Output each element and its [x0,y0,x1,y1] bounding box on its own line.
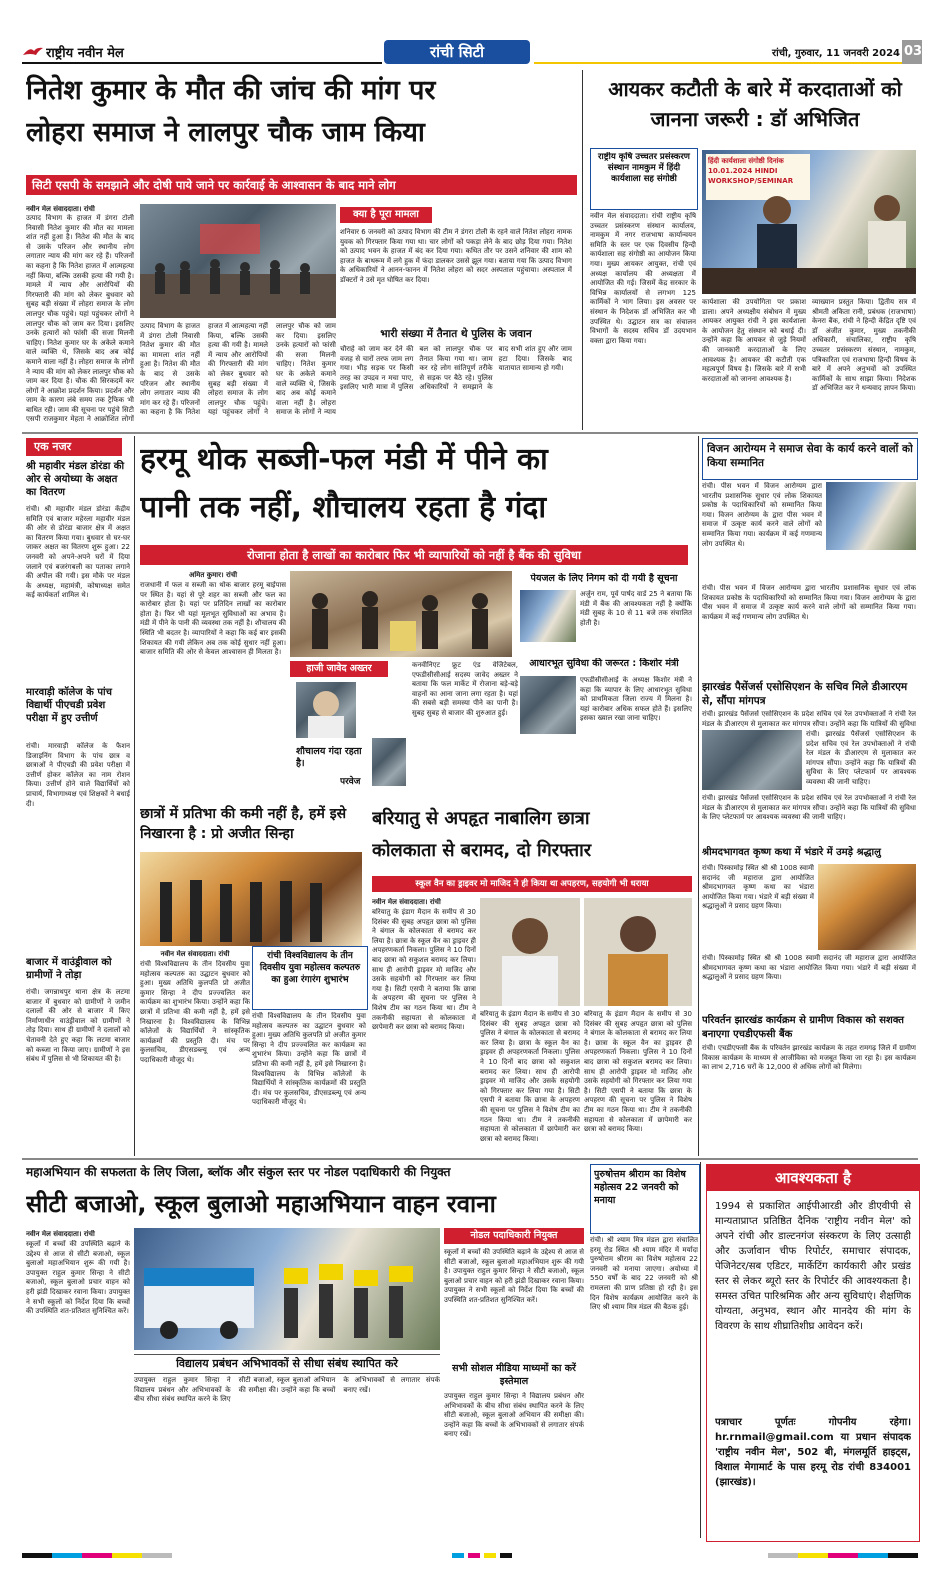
javed-photo [296,682,356,738]
maha-social-body: उपायुक्त राहुल कुमार सिन्हा ने विद्यालय प्रबंधन और अभिभावकों के बीच सीधा संबंध स्थापित करने के लिए सीटी बजाओ, स्कूल बुलाओ अभियान की समीक्षा की। उन्होंने कहा कि बच्चों के अभिभावकों से लगातार संपर्क बनाए रखें। [444,1392,584,1439]
divider [700,1162,701,1538]
accused-photo-2 [584,898,692,1006]
purushottam-body: रांची। श्री श्याम मित्र मंडल द्वारा संचालित हरमू रोड स्थित श्री श्याम मंदिर में मर्यादा पुरुषोत्तम श्रीराम का विशेष महोत्सव 22 जनवरी को मनाया जाएगा। अयोध्या में 550 वर्षों के बाद 22 जनवरी को श्री रामलला की प्राण प्रतिष्ठा हो रही है। इस दिन विशेष कार्यक्रम आयोजित करने के लिए श्री श्याम मित्र मंडल की बैठक हुई। [590,1236,698,1312]
ad-body: 1994 से प्रकाशित आईपीआरडी और डीएवीपी से मान्यताप्राप्त प्रतिष्ठित दैनिक 'राष्ट्रीय नवीन मेल' को अपने रांची और डाल्टनगंज संस्करण के लिए उत्साही और ऊर्जावान चीफ रिपोर्टर, समाचार संपादक, पेजिनेटर/सब एडिटर, मार्केटिंग कार्यकारी और प्रखंड स्तर से लेकर ब्यूरो स्तर के रिपोर्टर की आवश्यकता है। समस्त उचित पारिश्रमिक और अन्य सुविधाएं। शैक्षणिक योग्यता, अनुभव, स्थान और मानदेय की मांग के विवरण के साथ शीघ्रातिशीघ्र आवेदन करें। [715,1201,911,1332]
vijay-box [702,438,918,480]
divider [582,70,583,430]
page-number: 03 [902,40,922,64]
brand-logo-bird-icon [22,44,44,58]
mandi-body: राजधानी में फल व सब्जी का थोक बाजार हरमू बाईपास पर स्थित है। यहां से पूरे शहर का सब्जी और फल का कारोबार होता है। यहां पर प्रतिदिन लाखों का कारोबार होता है। फिर भी यहां मूलभूत सुविधाओं का अभाव है। मंडी में पीने के पानी की व्यवस्था तक नहीं है। शौचालय की स्थिति भी बदतर है। व्यापारियों ने कहा कि कई बार इसकी शिकायत की गयी लेकिन अब तक कोई सुधार नहीं हुआ। बाजार समिति की ओर से केवल आश्वासन ही मिलता है। [140,581,286,657]
lead-headline-2: लोहरा समाज ने लालपुर चौक जाम किया [26,117,425,148]
workshop-box [590,148,698,210]
ek-nazar-body-1: रांची। श्री महावीर मंडल डोरंडा केंद्रीय समिति एवं बाजार महेरला महावीर मंडल की ओर से डोरंडा बाजार क्षेत्र में अक्षत का वितरण किया गया। बुधवार से घर-घर जाकर अक्षत का वितरण शुरू हुआ। 22 जनवरी को अपने-अपने घरों में दिया जलाने एवं बजरंगबली का पताका लगाने की अपील की गयी। इस मौके पर मंडल के अध्यक्ष, महामंत्री, कोषाध्यक्ष समेत कई कार्यकर्ता शामिल थे। [26,505,130,600]
vijay-body: रांची। पीस भवन में विजन आरोग्यम द्वारा भारतीय प्रशासनिक सुधार एवं लोक शिकायत प्रकोष्ठ के पदाधिकारियों को सम्मानित किया गया। विजन आरोग्यम के द्वारा पीस भवन में समाज में उत्कृष्ट कार्य करने वाले लोगों को सम्मानित किया गया। कार्यक्रम में कई गणमान्य लोग उपस्थित थे। [702,482,822,548]
lead-sidebar-body: शनिवार 6 जनवरी को उत्पाद विभाग की टीम ने डंगरा टोली के रहने वाले नितेश लोहरा नामक युवक को गिरफ्तार किया गया था। चार लोगों को पकड़ा लेने के बाद छोड़ दिया गया। नितेश को उत्पाद भवन के हाजत में बंद कर दिया गया। कथित तौर पर उसने शनिवार की शाम को हाजत के बाथरूम में लगे हुक में फंदा डालकर उससे झूल गया। बताया गया कि उत्पाद विभाग के अधिकारियों ने आनन-फानन में नितेश लोहरा को सदर अस्पताल पहुंचाया। अस्पताल में डॉक्टरों ने उसे मृत घोषित कर दिया। [340,228,572,284]
pratibha-byline: नवीन मेल संवाददाता। रांची [160,950,230,958]
water-body: अर्जुन राम, पूर्व पार्षद वार्ड 25 ने बताया कि मंडी में बैंक की आवश्यकता नहीं है क्योंकि मंडी सुबह के 10 से 11 बजे तक संचालित होती है। [580,590,692,627]
mandi-headline-2: पानी तक नहीं, शौचालय रहता है गंदा [140,490,547,525]
jharkhand-head: झारखंड पैसेंजर्स एसोसिएशन के सचिव मिले डीआरएम से, सौंपा मांगपत्र [702,681,908,707]
workshop-body-1: नवीन मेल संवाददाता। रांची राष्ट्रीय कृषि उच्चतर प्रसंस्करण संस्थान कार्यालय, नामकुम में नगर राजभाषा कार्यान्वयन समिति के स्तर पर एक दिवसीय हिन्दी कार्यशाला सह संगोष्ठी का आयोजन किया गया। मुख्य आयकर आयुक्त, रांची एवं अध्यक्ष कार्यालय की अध्यक्षता में आयोजित की गई। जिसमें केंद्र सरकार के विभिन्न कार्यालयों से लगभग 125 कार्मिकों ने भाग लिया। इस अवसर पर संस्थान के निदेशक डॉ अभिजित कर भी उपस्थित थे। उद्घाटन सत्र का संचालन विभागों के सदस्य सचिव डॉ उदयभान वक्ता द्वारा किया गया। [590,212,696,345]
section-label: रांची सिटी [384,40,530,64]
lead-headline-1: नितेश कुमार के मौत की जांच की मांग पर [26,75,436,106]
maha-headline: सीटी बजाओ, स्कूल बुलाओ महाअभियान वाहन रवाना [26,1190,496,1218]
jharkhand-photo [702,730,802,790]
divider [134,436,135,1156]
vijay-photo [826,482,916,550]
workshop-banner: हिंदी कार्यशाला संगोष्ठी दिनांक 10.01.2024 HINDI WORKSHOP/SEMINAR [706,154,810,200]
maha-byline: नवीन मेल संवाददाता। रांची [26,1230,95,1238]
need-head: आधारभूत सुविधा की जरूरत : किशोर मंत्री [529,658,679,669]
mandi-mid-body: कनवीनिएट फ्रूट एंड वेजिटेबल, एफडीसीसीआई सदस्य जावेद अख्तर ने बताया कि फल मार्केट में रोजाना बड़े-बड़े वाहनों का आना जाना लगा रहता है। यहां की सबसे बड़ी समस्या पीने का पानी है। सुबह सुबह से बाजार की शुरुआत हुई। [412,661,518,717]
brand-underline [22,62,382,64]
purushottam-head: पुरुषोत्तम श्रीराम का विशेष महोत्सव 22 जनवरी को मनाया [594,1169,686,1206]
date-underline [534,62,902,64]
mandi-photo [290,571,512,657]
workshop-body-2: कार्यशाला की उपयोगिता पर प्रकाश डाला। अपने अध्यक्षीय संबोधन में मुख्य आयकर आयुक्त रांची ने इस कार्यशाला के आयोजन हेतु संस्थान को बधाई दी। उन्होंने कहा कि आयकर से जुड़े नियमों की जानकारी करदाताओं के लिए आवश्यक है। आयकर की कटौती एक महत्वपूर्ण विषय है। जिसके बारे में सभी करदाताओं को जानना आवश्यक है। [702,298,806,383]
ad-contact: पत्राचार पूर्णतः गोपनीय रहेगा। hr.rnmail@gmail.com या प्रधान संपादक 'राष्ट्रीय नवीन मेल', 502 बी, मंगलमूर्ति हाइट्स, विशाल मेगामार्ट के पास हरमू रोड रांची 834001 (झारखंड)। [715,1417,911,1488]
police-head: भारी संख्या में तैनात थे पुलिस के जवान [380,328,532,340]
arjun-photo [520,590,576,642]
income-tax-headline: आयकर कटौती के बारे में करदाताओं को जानना जरूरी : डॉ अभिजित [608,77,902,131]
pratibha-box-text: रांची विश्वविद्यालय के तीन दिवसीय युवा महोत्सव कल्पतरु का हुआ रंगारंग शुभारंभ [259,951,361,985]
purushottam-box [590,1164,700,1234]
pratibha-box [252,946,368,1010]
bariyatu-headline-2: कोलकाता से बरामद, दो गिरफ्तार [372,840,592,861]
water-head: पेयजल के लिए निगम को दी गयी है सूचना [530,573,678,584]
shrimad-photo [818,864,916,950]
parvez-photo [372,738,406,786]
divider [22,432,918,434]
jharkhand-body-2: रांची। झारखंड पैसेंजर्स एसोसिएशन के प्रदेश सचिव एवं रेल उपभोक्ताओं ने रांची रेल मंडल के डीआरएम से मुलाकात कर मांगपत्र सौंपा। उन्होंने कहा कि यात्रियों की सुविधा के लिए प्लेटफार्म पर आवश्यक व्यवस्था की जानी चाहिए। [806,730,916,786]
accused-photo-1 [480,898,580,1006]
toilet-quote: शौचालय गंदा रहता है। [296,746,362,769]
mandi-deck: रोजाना होता है लाखों का कारोबार फिर भी व्यापारियों को नहीं है बैंक की सुविधा [140,545,688,565]
bariyatu-body-1: बरियातु के इंडाग मैदान के समीप से 30 दिसंबर की सुबह अपहृत छात्रा को पुलिस ने बंगाल के कोलकाता से बरामद कर लिया है। छात्रा के स्कूल वैन का ड्राइवर ही अपहरणकर्ता निकला। पुलिस ने 10 दिनों बाद छात्रा को सकुशल बरामद कर लिया। साथ ही आरोपी ड्राइवर मो माजिद और उसके सहयोगी को गिरफ्तार कर लिया गया है। सिटी एसपी ने बताया कि छात्रा के अपहरण की सूचना पर पुलिस ने विशेष टीम का गठन किया था। टीम ने तकनीकी सहायता से कोलकाता में छापेमारी कर छात्रा को बरामद किया। [372,908,476,1032]
workshop-box-title: राष्ट्रीय कृषि उच्चतर प्रसंस्करण संस्थान नामकुम में हिंदी कार्यशाला सह संगोष्ठी [598,152,690,184]
ek-nazar-body-3: रांची। जगन्नाथपुर थाना क्षेत्र के लटमा बाजार में बुधवार को ग्रामीणों ने जमीन दलालों की ओर से बाजार में किए निर्माणाधीन वाउंड्रीवाल को ग्रामीणों ने तोड़ दिया। साथ ही ग्रामीणों ने दलालों को चेतावनी देते हुए कहा कि लटमा बाजार को कब्जा ना किया जाए। ग्रामीणों ने इस संबंध में पुलिस से भी शिकायत की है। [26,988,130,1064]
color-strip [22,1548,918,1558]
bariyatu-deck: स्कूल वैन का ड्राइवर मो माजिद ने ही किया था अपहरण, सहयोगी भी धराया [372,876,692,892]
vijay-body-2: रांची। पीस भवन में विजन आरोग्यम द्वारा भारतीय प्रशासनिक सुधार एवं लोक शिकायत प्रकोष्ठ के पदाधिकारियों को सम्मानित किया गया। विजन आरोग्यम के द्वारा पीस भवन में समाज में उत्कृष्ट कार्य करने वाले लोगों को सम्मानित किया गया। कार्यक्रम में कई गणमान्य लोग उपस्थित थे। [702,584,916,621]
divider [22,1158,918,1160]
social-head: सभी सोशल मीडिया माध्यमों का करें इस्तेमाल [452,1363,576,1387]
shrimad-head: श्रीमदभागवत कृष्ण कथा में भंडारे में उमड़े श्रद्धालु [702,847,881,858]
mandi-byline: अमित कुमार। रांची [188,571,238,579]
divider [698,436,699,1156]
lead-body-col2: उत्पाद विभाग के हाजत में डंगरा टोली निवासी नितेश कुमार की मौत का मामला शांत नहीं हुआ है। नितेश की मौत के बाद से उसके परिजन और स्थानीय लोग लगातार न्याय की मांग कर रहे हैं। परिजनों का कहना है कि नितेश हाजत में आत्महत्या नहीं किया, बल्कि उसकी हत्या की गयी है। मामले में न्याय और आरोपियों की गिरफ्तारी की मांग को लेकर बुधवार को सुबह बड़ी संख्या में लोहरा समाज के लोग लालपुर चौक पहुंचे। यहां पहुंचकर लोगों ने लालपुर चौक को जाम कर दिया। इसलिए उनके हत्यारों को फांसी की सजा मिलनी चाहिए। नितेश कुमार घर के अकेले कमाने वाले व्यक्ति थे, जिसके बाद अब कोई कमाने वाला नहीं है। लोहरा समाज के लोगों ने न्याय [140,322,336,417]
brand-name: राष्ट्रीय नवीन मेल [46,46,124,61]
bariyatu-body-3: बरियातु के इंडाग मैदान के समीप से 30 दिसंबर की सुबह अपहृत छात्रा को पुलिस ने बंगाल के कोलकाता से बरामद कर लिया है। छात्रा के स्कूल वैन का ड्राइवर ही अपहरणकर्ता निकला। पुलिस ने 10 दिनों बाद छात्रा को सकुशल बरामद कर लिया। साथ ही आरोपी ड्राइवर मो माजिद और उसके सहयोगी को गिरफ्तार कर लिया गया है। सिटी एसपी ने बताया कि छात्रा के अपहरण की सूचना पर पुलिस ने विशेष टीम का गठन किया था। टीम ने तकनीकी सहायता से कोलकाता में छापेमारी कर छात्रा को बरामद किया। [584,1010,692,1134]
ek-nazar-label: एक नजर [26,438,122,456]
parivartan-body: रांची। एचडीएफसी बैंक के परिवर्तन झारखंड कार्यक्रम के तहत रामगढ़ जिले में ग्रामीण विकास कार्यक्रम के माध्यम से आजीविका को मजबूत किया जा रहा है। इस कार्यक्रम का लाभ 2,716 घरों के 12,000 से अधिक लोगों को मिलेगा। [702,1044,916,1072]
maha-body-1: स्कूलों में बच्चों की उपस्थिति बढ़ाने के उद्देश्य से आज से सीटी बजाओ, स्कूल बुलाओ महाअभियान शुरू की गयी है। उपायुक्त राहुल कुमार सिन्हा ने सीटी बजाओ, स्कूल बुलाओ प्रचार वाहन को हरी झंडी दिखाकर रवाना किया। उपायुक्त ने सभी स्कूलों को निर्देश दिया कि बच्चों की उपस्थिति शत-प्रतिशत सुनिश्चित करें। [26,1240,130,1316]
nodal-label: नोडल पदाधिकारी नियुक्त [444,1228,584,1244]
lead-sidebar-title: क्या है पूरा मामला [340,207,432,223]
ad-title: आवश्यकता है [707,1165,919,1191]
pratibha-body-1: रांची विश्वविद्यालय के तीन दिवसीय युवा महोत्सव कल्पतरु का उद्घाटन बुधवार को हुआ। मुख्य अतिथि कुलपति प्रो अजीत कुमार सिन्हा ने दीप प्रज्ज्वलित कर कार्यक्रम का शुभारंभ किया। उन्होंने कहा कि छात्रों में प्रतिभा की कमी नहीं है, हमें इसे निखारना है। विश्वविद्यालय के विभिन्न कॉलेजों के विद्यार्थियों ने सांस्कृतिक कार्यक्रमों की प्रस्तुति दी। मंच पर कुलसचिव, डीएसडब्ल्यू एवं अन्य पदाधिकारी मौजूद थे। [140,960,250,1064]
maha-photo [134,1228,440,1350]
ek-nazar-head-3: बाजार में वाउंड्रीवाल को ग्रामीणों ने तोड़ा [26,957,112,981]
maha-nodal-body: स्कूलों में बच्चों की उपस्थिति बढ़ाने के उद्देश्य से आज से सीटी बजाओ, स्कूल बुलाओ महाअभियान शुरू की गयी है। उपायुक्त राहुल कुमार सिन्हा ने सीटी बजाओ, स्कूल बुलाओ प्रचार वाहन को हरी झंडी दिखाकर रवाना किया। उपायुक्त ने सभी स्कूलों को निर्देश दिया कि बच्चों की उपस्थिति शत-प्रतिशत सुनिश्चित करें। [444,1248,584,1304]
mandi-headline-1: हरमू थोक सब्जी-फल मंडी में पीने का [140,442,548,477]
shrimad-body: रांची। पिस्कामोड़ स्थित श्री श्री 1008 स्वामी सदानंद जी महाराज द्वारा आयोजित श्रीमदभागवत कृष्ण कथा का भंडारा आयोजित किया गया। भंडारे में बड़ी संख्या में श्रद्धालुओं ने प्रसाद ग्रहण किया। [702,864,814,911]
kishore-photo [520,676,576,734]
bariyatu-headline-1: बरियातु से अपहृत नाबालिग छात्रा [372,808,590,829]
lead-body-col1: उत्पाद विभाग के हाजत में डंगरा टोली निवासी नितेश कुमार की मौत का मामला शांत नहीं हुआ है। नितेश की मौत के बाद से उसके परिजन और स्थानीय लोग लगातार न्याय की मांग कर रहे हैं। परिजनों का कहना है कि नितेश हाजत में आत्महत्या नहीं किया, बल्कि उसकी हत्या की गयी है। मामले में न्याय और आरोपियों की गिरफ्तारी की मांग को लेकर बुधवार को सुबह बड़ी संख्या में लोहरा समाज के लोग लालपुर चौक पहुंचे। यहां पहुंचकर लोगों ने लालपुर चौक को जाम कर दिया। इसलिए उनके हत्यारों को फांसी की सजा मिलनी चाहिए। नितेश कुमार घर के अकेले कमाने वाले व्यक्ति थे, जिसके बाद अब कोई कमाने वाला नहीं है। लोहरा समाज के लोगों ने न्याय की मांग को लेकर लालपुर चौक को जाम कर दिया है। चौक की सिरकदमें कर लोगों ने आक्रोश प्रदर्शन किया। प्रदर्शन और जाम के कारण लंबे समय तक ट्रैफिक भी बाधित रही। जाम की सूचना पर पहुंचे सिटी एसपी राजकुमार मेहता ने आक्रोशित लोगों [26,214,134,424]
ek-nazar-head-1: श्री महावीर मंडल डोरंडा की ओर से अयोध्या के अक्षत का वितरण [26,461,125,498]
shrimad-body-2: रांची। पिस्कामोड़ स्थित श्री श्री 1008 स्वामी सदानंद जी महाराज द्वारा आयोजित श्रीमदभागवत कृष्ण कथा का भंडारा आयोजित किया गया। भंडारे में बड़ी संख्या में श्रद्धालुओं ने प्रसाद ग्रहण किया। [702,954,916,982]
parivartan-head: परिवर्तन झारखंड कार्यक्रम से ग्रामीण विकास को सशक्त बनाएगा एचडीएफसी बैंक [702,1015,904,1040]
pratibha-body-2: रांची विश्वविद्यालय के तीन दिवसीय युवा महोत्सव कल्पतरु का उद्घाटन बुधवार को हुआ। मुख्य अतिथि कुलपति प्रो अजीत कुमार सिन्हा ने दीप प्रज्ज्वलित कर कार्यक्रम का शुभारंभ किया। उन्होंने कहा कि छात्रों में प्रतिभा की कमी नहीं है, हमें इसे निखारना है। विश्वविद्यालय के विभिन्न कॉलेजों के विद्यार्थियों ने सांस्कृतिक कार्यक्रमों की प्रस्तुति दी। मंच पर कुलसचिव, डीएसडब्ल्यू एवं अन्य पदाधिकारी मौजूद थे। [252,1012,366,1107]
quote-name: हाजी जावेद अख्तर [290,661,388,677]
jharkhand-body-3: रांची। झारखंड पैसेंजर्स एसोसिएशन के प्रदेश सचिव एवं रेल उपभोक्ताओं ने रांची रेल मंडल के डीआरएम से मुलाकात कर मांगपत्र सौंपा। उन्होंने कहा कि यात्रियों की सुविधा के लिए प्लेटफार्म पर आवश्यक व्यवस्था की जानी चाहिए। [702,794,916,822]
pratibha-photo [140,852,362,946]
workshop-body-3: व्याख्यान प्रस्तुत किया। द्वितीय सत्र में श्रीमती अकिता रानी, प्रबंधक (राजभाषा) केनरा बैंक, रांची ने हिन्दी केंद्रित दृष्टि एवं डॉ अंजीत कुमार, मुख्य तकनीकी अधिकारी, संचालिका, राष्ट्रीय कृषि उच्चतर प्रसंस्करण संस्थान, नामकुम, पत्रिकारिता एवं राजभाषा हिन्दी विषय के बारे में अपने अनुभवों को उपस्थित कार्मिकों के साथ साझा किया। निदेशक डॉ अभिजित कर ने धन्यवाद ज्ञापन किया। [812,298,916,393]
need-body: एफडीसीसीआई के अध्यक्ष किशोर मंत्री ने कहा कि व्यापार के लिए आधारभूत सुविधा को प्राथमिकता जिला राज्य में मिलना है। यहां कारोबार अधिक सफल होते हैं। इसलिए इसका ख्याल रखा जाना चाहिए। [580,676,692,723]
vijay-head: विजन आरोग्यम ने समाज सेवा के कार्य करने वालों को किया सम्मानित [707,443,913,469]
ek-nazar-body-2: रांची। मारवाड़ी कॉलेज के फैशन डिजाइनिंग विभाग के पांच छात्र व छात्राओं ने पीएचडी की प्रवेश परीक्षा में उत्तीर्ण होकर कॉलेज का नाम रोशन किया। उत्तीर्ण होने वाले विद्यार्थियों को प्राचार्य, विभागाध्यक्ष एवं शिक्षकों ने बधाई दी। [26,742,130,808]
bariyatu-byline: नवीन मेल संवाददाता। रांची [372,898,441,906]
link-head: विद्यालय प्रबंधन अभिभावकों से सीधा संबंध स्थापित करे [134,1354,440,1374]
maha-strap: महाअभियान की सफलता के लिए जिला, ब्लॉक और संकुल स्तर पर नोडल पदाधिकारी की नियुक्त [26,1165,451,1179]
ek-nazar-head-2: मारवाड़ी कॉलेज के पांच विद्यार्थी पीएचडी प्रवेश परीक्षा में हुए उत्तीर्ण [26,687,112,724]
quote-by: परवेज [340,777,361,787]
pratibha-headline: छात्रों में प्रतिभा की कमी नहीं है, हमें इसे निखारना है : प्रो अजीत सिन्हा [140,806,347,842]
masthead [22,40,922,66]
lead-deck: सिटी एसपी के समझाने और दोषी पाये जाने पर कार्रवाई के आश्वासन के बाद माने लोग [26,175,577,195]
dateline: रांची, गुरुवार, 11 जनवरी 2024 [772,48,900,59]
bariyatu-body-2: बरियातु के इंडाग मैदान के समीप से 30 दिसंबर की सुबह अपहृत छात्रा को पुलिस ने बंगाल के कोलकाता से बरामद कर लिया है। छात्रा के स्कूल वैन का ड्राइवर ही अपहरणकर्ता निकला। पुलिस ने 10 दिनों बाद छात्रा को सकुशल बरामद कर लिया। साथ ही आरोपी ड्राइवर मो माजिद और उसके सहयोगी को गिरफ्तार कर लिया गया है। सिटी एसपी ने बताया कि छात्रा के अपहरण की सूचना पर पुलिस ने विशेष टीम का गठन किया था। टीम ने तकनीकी सहायता से कोलकाता में छापेमारी कर छात्रा को बरामद किया। [480,1010,580,1143]
workshop-photo [702,150,916,294]
ad-box [706,1164,920,1542]
lead-byline: नवीन मेल संवाददाता। रांची [26,205,95,213]
maha-body-2: उपायुक्त राहुल कुमार सिन्हा ने विद्यालय प्रबंधन और अभिभावकों के बीच सीधा संबंध स्थापित करने के लिए सीटी बजाओ, स्कूल बुलाओ अभियान की समीक्षा की। उन्होंने कहा कि बच्चों के अभिभावकों से लगातार संपर्क बनाए रखें। [134,1376,440,1404]
jharkhand-body: रांची। झारखंड पैसेंजर्स एसोसिएशन के प्रदेश सचिव एवं रेल उपभोक्ताओं ने रांची रेल मंडल के डीआरएम से मुलाकात कर मांगपत्र सौंपा। उन्होंने कहा कि यात्रियों की सुविधा [702,710,916,728]
protest-photo [140,204,336,318]
police-body: चौराहे को जाम कर देने की वजह से चारों तरफ जाम लग गया। भीड़ सड़क पर किसी तरह का उपद्रव न मचा पाए, इसलिए भारी मात्रा में पुलिस बल को लालपुर चौक पर तैनात किया गया था। जाम कर रहे लोग सांतिपूर्ण तरीके से सड़क पर बैठे रहे। पुलिस अधिकारियों ने समझाने के बाद सभी शांत हुए और जाम हटा दिया। जिसके बाद यातायात सामान्य हो गयी। [340,345,572,392]
